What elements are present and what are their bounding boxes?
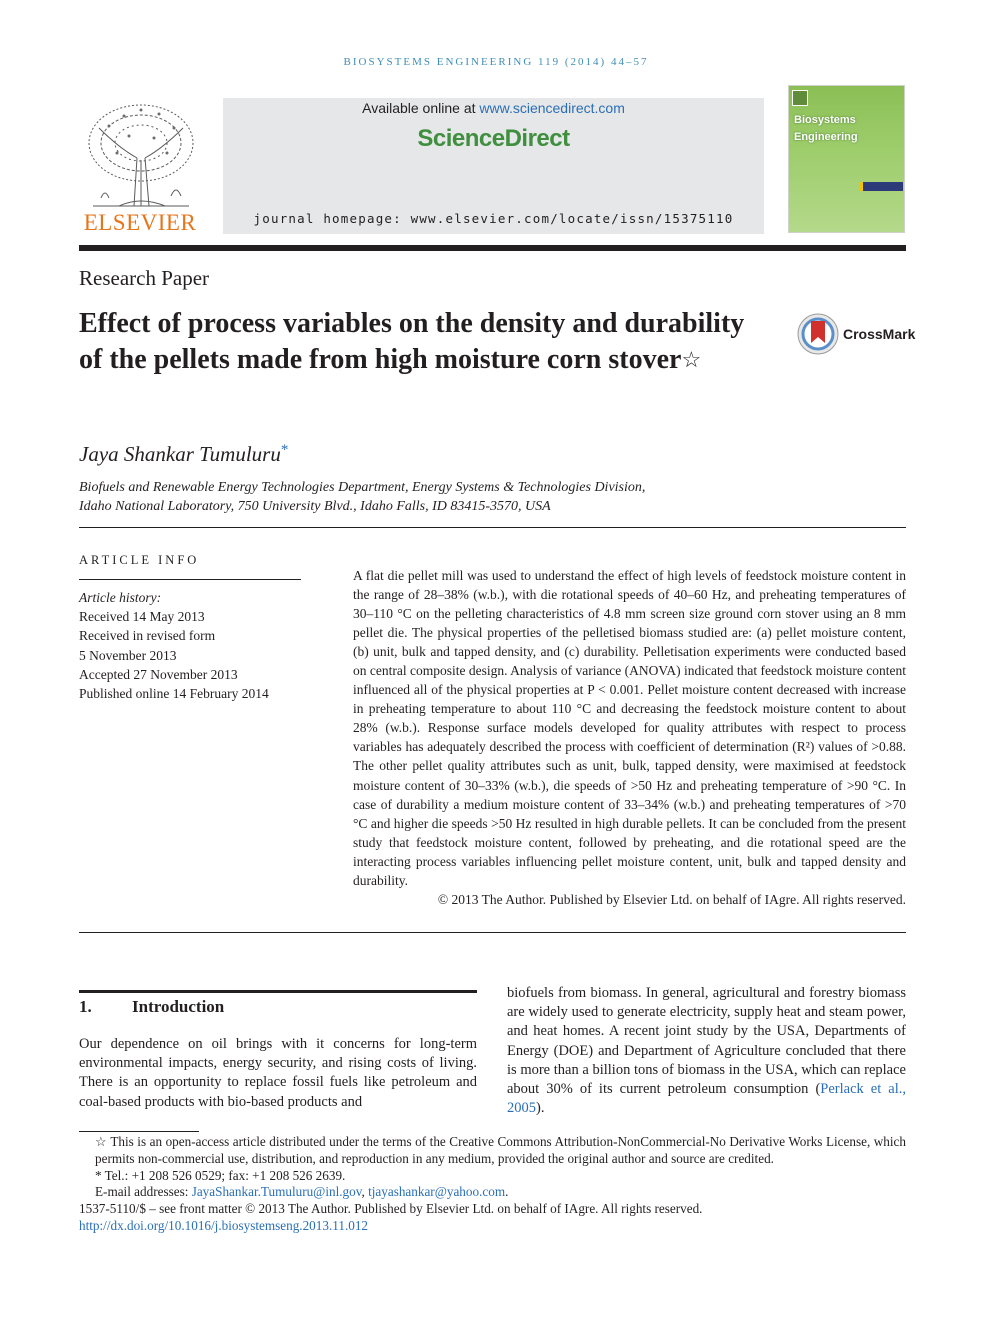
- sciencedirect-link[interactable]: www.sciencedirect.com: [479, 100, 625, 116]
- crossmark-icon[interactable]: [797, 313, 839, 355]
- doi-link[interactable]: http://dx.doi.org/10.1016/j.biosystemseng.2013.11.012: [79, 1217, 369, 1233]
- elsevier-wordmark: ELSEVIER: [83, 210, 197, 235]
- title-footnote-mark[interactable]: ☆: [681, 347, 702, 372]
- affiliation-rule: [79, 527, 906, 528]
- affiliation-line2: Idaho National Laboratory, 750 University Blvd., Idaho Falls, ID 83415-3570, USA: [79, 499, 551, 514]
- body-column-right: [507, 984, 906, 1118]
- article-history: [79, 588, 301, 703]
- abstract-copyright: © 2013 The Author. Published by Elsevier Ltd. on behalf of IAgre. All rights reserved.: [437, 891, 906, 907]
- history-published: Published online 14 February 2014: [79, 686, 269, 702]
- cover-badge: [860, 182, 903, 191]
- cover-title-line1: Biosystems: [794, 114, 856, 126]
- author-name-text: Jaya Shankar Tumuluru: [79, 442, 281, 466]
- reference-link[interactable]: Perlack et al., 2005: [507, 1081, 906, 1117]
- history-label: Article history:: [79, 590, 162, 605]
- history-revised-2: 5 November 2013: [79, 647, 177, 663]
- cover-title-line2: Engineering: [794, 131, 858, 143]
- article-title: [79, 306, 769, 378]
- section-title: Introduction: [132, 997, 225, 1016]
- email-footnote: [79, 1184, 906, 1201]
- crossmark-label[interactable]: CrossMark: [843, 326, 916, 342]
- email-separator: ,: [361, 1184, 369, 1200]
- email-link-2[interactable]: tjayashankar@yahoo.com: [368, 1184, 506, 1200]
- cover-title: [794, 112, 899, 146]
- article-info-heading: ARTICLE INFO: [79, 553, 200, 567]
- abstract: [353, 566, 906, 909]
- license-text: This is an open-access article distributed under the terms of the Creative Commons Attribution-NonCommercial-No Derivative Works License, which permits non-commercial use, distribution, and reproduction in any medium, provided the original author and source are credited.: [95, 1134, 906, 1166]
- issn-line: 1537-5110/$ – see front matter © 2013 The Author. Published by Elsevier Ltd. on behalf of IAgre. All rights reserved.: [79, 1201, 703, 1217]
- available-online-prefix: Available online at: [362, 100, 480, 116]
- affiliation-line1: Biofuels and Renewable Energy Technologies Department, Energy Systems & Technologies Division,: [79, 480, 646, 495]
- cover-publisher-mark: [792, 90, 808, 106]
- license-footnote: [79, 1134, 906, 1168]
- tel-footnote: [79, 1168, 906, 1185]
- header-rule: [79, 245, 906, 251]
- email-end: .: [505, 1184, 509, 1200]
- author-footnote-mark[interactable]: *: [280, 442, 289, 458]
- history-received: Received 14 May 2013: [79, 609, 205, 625]
- journal-homepage[interactable]: journal homepage: www.elsevier.com/locate/issn/15375110: [253, 211, 734, 226]
- tel-text: Tel.: +1 208 526 0529; fax: +1 208 526 2639.: [104, 1167, 346, 1183]
- body-column-left: Our dependence on oil brings with it concerns for long-term environmental impacts, energy security, and rising costs of living. There is an opportunity to replace fossil fuels like petroleum and coal-based products with bio-based products and: [79, 1036, 477, 1110]
- footnotes: [79, 1134, 906, 1235]
- available-online: [223, 100, 764, 116]
- history-accepted: Accepted 27 November 2013: [79, 666, 238, 682]
- tel-mark: *: [95, 1167, 102, 1183]
- section-number: 1.: [79, 997, 92, 1016]
- author-name: [79, 442, 288, 467]
- article-info-rule: [79, 579, 301, 580]
- email-label: E-mail addresses:: [95, 1184, 192, 1200]
- abstract-text: A flat die pellet mill was used to understand the effect of high levels of feedstock moisture content in the range of 28–38% (w.b.), with die rotational speeds of 40–60 Hz, and preheating temperatures of 30–110 °C on the pelleting characteristics of 4.8 mm screen size ground corn stover using an 8 mm pellet die. The physical properties of the pelletised biomass studied are: (a) pellet moisture content, (b) unit, bulk and tapped density, and (c) durability. Pelletisation experiments were conducted based on central composite design. Analysis of variance (ANOVA) indicated that feedstock moisture content influenced all of the physical properties at P < 0.001. Pellet moisture content decreased with increase in preheating temperature to about 110 °C and decreasing the feedstock moisture content to about 28% (w.b.). Response surface models developed for quality attributes with respect to process variables has adequately described the process with coefficient of determination (R²) values of >0.88. The other pellet quality attributes such as unit, bulk, tapped density, were maximised at feedstock moisture content of 30–33% (w.b.), die speeds of >50 Hz and preheating temperature of >90 °C. In case of durability a medium moisture content of 33–34% (w.b.) and preheating temperatures of >70 °C and higher die speeds >50 Hz resulted in high durable pellets. It can be concluded from the present study that feedstock moisture content, followed by preheating, and die rotational speed are the interacting process variables influencing pellet moisture content, unit, bulk and tapped density and durability.: [353, 568, 906, 888]
- right-text-after-ref: ).: [536, 1100, 545, 1117]
- license-mark: ☆: [95, 1134, 108, 1149]
- affiliation: [79, 478, 719, 516]
- footnote-rule: [79, 1131, 199, 1132]
- email-link-1[interactable]: JayaShankar.Tumuluru@inl.gov: [191, 1184, 362, 1200]
- article-title-text: Effect of process variables on the density and durability of the pellets made from high moisture corn stover: [79, 308, 745, 375]
- abstract-rule: [79, 932, 906, 933]
- sciencedirect-logo[interactable]: ScienceDirect: [417, 125, 570, 152]
- section-rule: [79, 990, 477, 993]
- running-head: BIOSYSTEMS ENGINEERING 119 (2014) 44–57: [343, 56, 649, 68]
- history-revised-1: Received in revised form: [79, 628, 216, 644]
- article-type: Research Paper: [79, 266, 210, 290]
- journal-cover-icon[interactable]: [788, 85, 905, 233]
- right-text-before-ref: biofuels from biomass. In general, agricultural and forestry biomass are widely used to generate electricity, supply heat and steam power, and heat homes. A recent joint study by the USA, Departments of Energy (DOE) and Department of Agriculture concluded that there is more than a billion tons of biomass in the USA, which can replace about 30% of its current petroleum consumption (: [507, 985, 906, 1098]
